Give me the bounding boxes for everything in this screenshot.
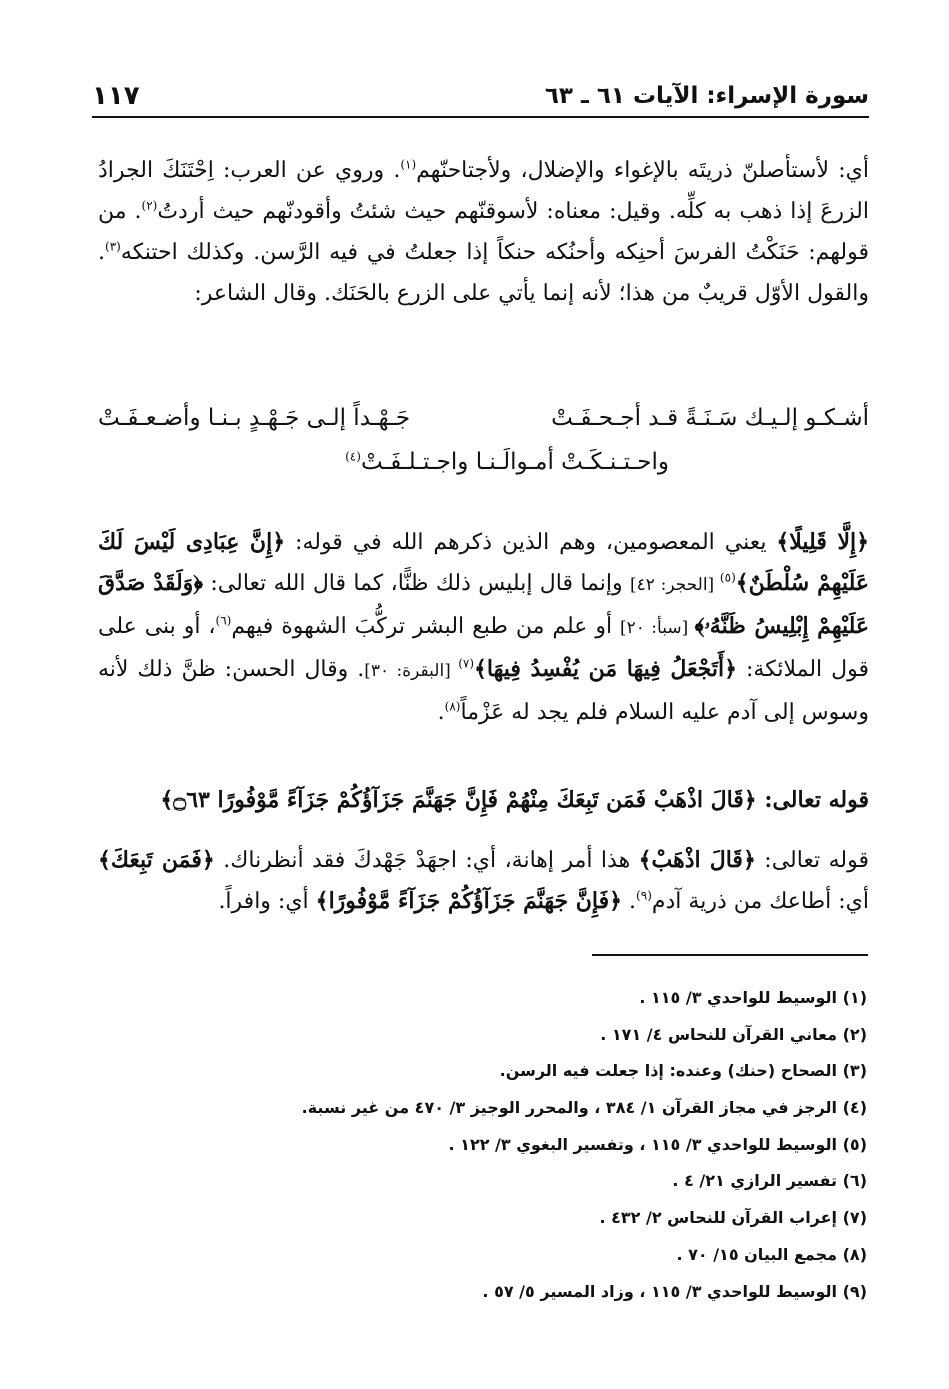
footnote-2: (٢) معاني القرآن للنحاس ٤/ ١٧١ . [600, 1024, 867, 1044]
footnote-4: (٤) الرجز في مجاز القرآن ١/ ٣٨٤ ، والمحرر الوجيز ٣/ ٤٧٠ من غير نسبة. [301, 1098, 867, 1118]
page-number: ١١٧ [92, 81, 140, 111]
quran-quote: ﴿قَالَ اذْهَبْ﴾ [638, 847, 756, 873]
verse-reference: [الحجر: ٤٢] [629, 575, 720, 595]
quran-quote: ﴿إِلَّا قَلِيلًا﴾ [776, 529, 869, 555]
text-run: . [437, 700, 445, 725]
paragraph-1 [98, 150, 869, 314]
footnote-ref[interactable]: (١) [400, 157, 417, 172]
footnote-separator [592, 954, 868, 956]
footnote-9: (٩) الوسيط للواحدي ٣/ ١١٥ ، وزاد المسير ٥/ ٥٧ . [482, 1281, 867, 1301]
footnote-7: (٧) إعراب القرآن للنحاس ٢/ ٤٣٢ . [599, 1208, 867, 1228]
heading-label: قوله تعالى: [756, 787, 869, 813]
paragraph-2 [98, 522, 869, 733]
quran-quote: ﴿قَالَ اذْهَبْ فَمَن تَبِعَكَ مِنْهُمْ فَإِنَّ جَهَنَّمَ جَزَآؤُكُمْ جَزَآءً مَّوْفُورًا ۝٦٣﴾ [160, 787, 757, 813]
quran-quote: ﴿وَلَقَدْ صَدَّقَ عَلَيْهِمْ إِبْلِيسُ ظَنَّهُۥ﴾ [98, 570, 870, 639]
text-run: أي: وافراً. [218, 889, 316, 914]
footnote-ref[interactable]: (٢) [141, 198, 158, 213]
poem-line-1 [98, 405, 869, 449]
text-run: . من قولهم: حَنَكْتُ الفرسَ أحنِكه وأحنُكه حنكاً إذا جعلتُ في فيه الرَّسن. وكذلك احتنكه [98, 199, 869, 265]
quran-quote: ﴿إِنَّ عِبَادِى لَيْسَ لَكَ عَلَيْهِمْ سُلْطَنٌ﴾ [98, 529, 869, 596]
footnote-8: (٨) مجمع البيان ١٥/ ٧٠ . [676, 1244, 867, 1264]
paragraph-2-text [98, 522, 869, 733]
quran-quote: ﴿أَتَجْعَلُ فِيهَا مَن يُفْسِدُ فِيهَا﴾ [474, 656, 738, 682]
text-run: قوله تعالى: [755, 848, 869, 873]
text-run: أي: لأستأصلنّ ذريتَه بالإغواء والإضلال، ولأجتاحنّهم [416, 158, 869, 183]
text-run: يعني المعصومين، وهم الذين ذكرهم الله في قوله: [285, 530, 777, 555]
text-run: . وقال الحسن: ظنَّ ذلك لأنه وسوس إلى آدم عليه السلام فلم يجد له عَزْماً [98, 657, 869, 725]
text-run: . وروي عن العرب: اِحْتَنَكَ الجرادُ الزرعَ إذا ذهب به كلِّه. وقيل: معناه: لأسوقنّهم حيث شئتُ وأقودنّهم حيث أردتُ [98, 158, 869, 224]
page-header [92, 78, 869, 114]
quran-quote: ﴿فَإِنَّ جَهَنَّمَ جَزَآؤُكُمْ جَزَآءً مَّوْفُورًا﴾ [315, 888, 623, 914]
footnote-3: (٣) الصحاح (حنك) وعنده: إذا جعلت فيه الرسن. [499, 1061, 867, 1081]
footnote-ref[interactable]: (٨) [444, 699, 461, 714]
verse-heading [98, 780, 869, 820]
text-run: . والقول الأوّل قريبٌ من هذا؛ لأنه إنما يأتي على الزرع بالحَنَك. وقال الشاعر: [98, 240, 869, 306]
poem-line-2 [98, 449, 869, 493]
footnote-ref[interactable]: (٧) [458, 656, 475, 671]
footnote-ref[interactable]: (٣) [105, 239, 121, 254]
footnote-ref[interactable]: (٤) [345, 449, 361, 464]
text-run: وإنما قال إبليس ذلك ظنًّا، كما قال الله تعالى: [203, 571, 630, 596]
paragraph-3 [98, 840, 869, 922]
footnote-ref[interactable]: (٦) [215, 613, 232, 628]
verse-reference: [البقرة: ٣٠] [364, 661, 459, 681]
header-rule [92, 116, 869, 118]
poem-hemistich-left: جَـهْـداً إلـى جَـهْـدٍ بـنـا وأضـعـفَـتْ [98, 405, 411, 431]
paragraph-1-text [98, 150, 869, 314]
footnotes [98, 983, 867, 1313]
text-run: أو علم من طبع البشر تركُّبَ الشهوة فيهم [231, 614, 621, 639]
footnote-ref[interactable]: (٥) [719, 570, 736, 585]
paragraph-3-text [98, 840, 869, 922]
text-run: . [622, 889, 637, 914]
poem [98, 405, 869, 493]
footnote-5: (٥) الوسيط للواحدي ٣/ ١١٥ ، وتفسير البغوي ٣/ ١٢٢ . [448, 1134, 867, 1154]
quran-quote: ﴿فَمَن تَبِعَكَ﴾ [98, 847, 215, 873]
text-run: واحـتـنـكَـتْ أمـوالَـنـا واجـتـلـفَـتْ [360, 449, 669, 475]
running-title: سورة الإسراء: الآيات ٦١ ـ ٦٣ [544, 83, 869, 109]
poem-hemistich-right: أشـكـو إلـيـك سَـنَـةً قـد أجـحـفَـتْ [551, 405, 869, 431]
footnote-6: (٦) تفسير الرازي ٢١/ ٤ . [672, 1171, 867, 1191]
text-run: أي: أطاعك من ذرية آدم [651, 889, 869, 914]
poem-hemistich-center [345, 449, 669, 475]
footnote-ref[interactable]: (٩) [636, 888, 652, 903]
text-run: ، أو بنى على قول الملائكة: [98, 614, 869, 682]
footnote-1: (١) الوسيط للواحدي ٣/ ١١٥ . [639, 988, 867, 1007]
text-run: هذا أمر إهانة، أي: اجهَدْ جَهْدكَ فقد أنظرناك. [214, 848, 639, 873]
verse-reference: [سبأ: ٢٠] [620, 618, 695, 638]
